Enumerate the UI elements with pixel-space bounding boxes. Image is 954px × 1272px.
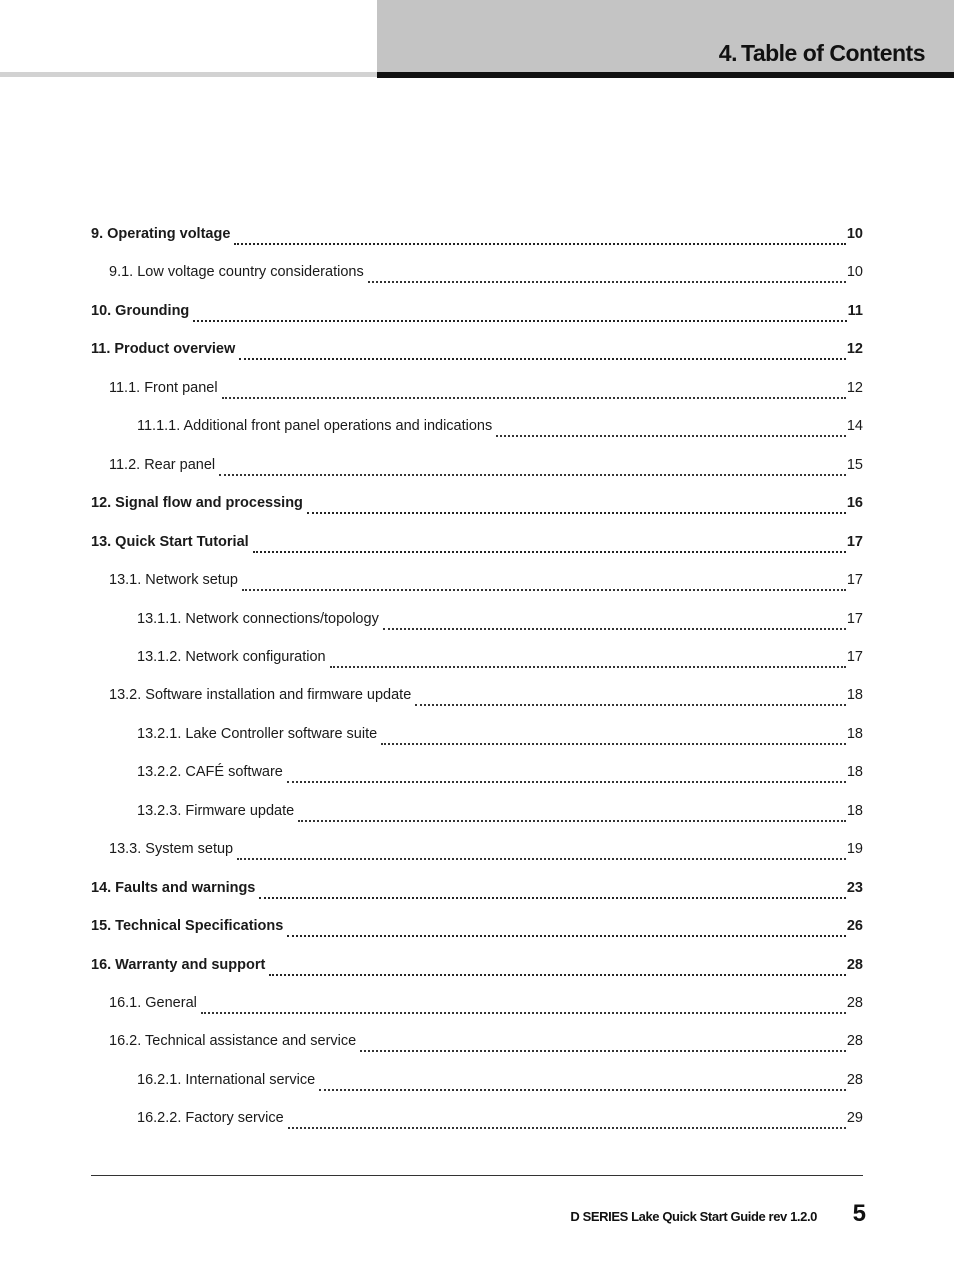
toc-entry[interactable] (91, 607, 863, 631)
toc-entry[interactable] (91, 299, 863, 323)
toc-dot-leader (360, 1048, 846, 1052)
toc-entry-page: 12 (846, 379, 863, 396)
toc-entry-page: 18 (846, 764, 863, 781)
toc-dot-leader (253, 549, 846, 553)
toc-entry[interactable] (91, 337, 863, 361)
toc-dot-leader (242, 587, 846, 591)
toc-entry-page: 26 (846, 918, 863, 935)
toc-dot-leader (239, 356, 846, 360)
toc-dot-leader (234, 241, 845, 245)
toc-entry-page: 17 (846, 533, 863, 550)
toc-entry-page: 28 (846, 956, 863, 973)
toc-entry-label: 16.2.1. International service (137, 1071, 316, 1088)
toc-entry-label: 14. Faults and warnings (91, 879, 256, 896)
toc-entry[interactable] (91, 568, 863, 592)
toc-entry[interactable] (91, 991, 863, 1015)
toc-entry-page: 28 (846, 995, 863, 1011)
toc-dot-leader (307, 510, 846, 514)
header-rule-left (0, 72, 377, 77)
toc-entry[interactable] (91, 1029, 863, 1053)
toc-entry[interactable] (91, 645, 863, 669)
toc-entry-label: 16. Warranty and support (91, 956, 266, 973)
toc-dot-leader (381, 741, 846, 745)
footer-rule (91, 1175, 863, 1176)
toc-entry[interactable] (91, 376, 863, 400)
page-title (719, 37, 925, 69)
toc-dot-leader (269, 972, 846, 976)
toc-entry-label: 9.1. Low voltage country considerations (109, 264, 364, 281)
toc-entry-label: 13.1.1. Network connections/topology (137, 610, 379, 627)
toc-entry-page: 18 (846, 725, 863, 742)
toc-entry-label: 11.1.1. Additional front panel operations and indications (137, 418, 493, 435)
toc-entry-label: 11.2. Rear panel (109, 456, 216, 473)
section-title: Table of Contents (740, 40, 925, 66)
toc-entry[interactable] (91, 260, 863, 284)
toc-entry[interactable] (91, 799, 863, 823)
toc-dot-leader (259, 895, 845, 899)
toc-entry-page: 12 (846, 341, 863, 358)
toc-entry-page: 16 (846, 495, 863, 512)
toc-entry[interactable] (91, 414, 863, 438)
toc-dot-leader (222, 395, 846, 399)
toc-dot-leader (219, 472, 846, 476)
toc-dot-leader (287, 933, 846, 937)
toc-entry-page: 17 (846, 572, 863, 589)
toc-dot-leader (319, 1087, 846, 1091)
toc-entry[interactable] (91, 760, 863, 784)
toc-entry[interactable] (91, 491, 863, 515)
toc-entry-label: 13.2.3. Firmware update (137, 802, 295, 819)
toc-entry-page: 18 (846, 802, 863, 819)
toc-entry-label: 13.1.2. Network configuration (137, 648, 326, 665)
toc-entry-page: 15 (846, 456, 863, 473)
toc-entry-label: 16.2.2. Factory service (137, 1110, 284, 1127)
toc-entry-label: 11. Product overview (91, 341, 236, 358)
toc-entry-page: 28 (846, 1033, 863, 1050)
toc-entry[interactable] (91, 453, 863, 477)
toc-entry-label: 16.2. Technical assistance and service (109, 1033, 357, 1050)
toc-entry[interactable] (91, 683, 863, 707)
toc-entry[interactable] (91, 222, 863, 246)
toc-entry-label: 15. Technical Specifications (91, 918, 284, 935)
toc-dot-leader (298, 818, 846, 822)
toc-entry-page: 10 (846, 226, 863, 242)
section-number: 4. (718, 40, 737, 66)
toc-entry-page: 19 (846, 841, 863, 858)
toc-dot-leader (496, 433, 846, 437)
toc-entry-label: 13.2.1. Lake Controller software suite (137, 725, 378, 742)
toc-dot-leader (288, 1125, 846, 1129)
toc-dot-leader (201, 1010, 846, 1014)
toc-entry-page: 14 (846, 418, 863, 435)
toc-dot-leader (330, 664, 846, 668)
toc-entry-page: 23 (846, 879, 863, 896)
toc-entry-label: 13.2. Software installation and firmware update (109, 687, 412, 704)
toc-entry-label: 12. Signal flow and processing (91, 495, 303, 512)
toc-entry-label: 13.3. System setup (109, 841, 234, 858)
toc-entry[interactable] (91, 722, 863, 746)
toc-entry[interactable] (91, 876, 863, 900)
toc-entry-page: 28 (846, 1071, 863, 1088)
toc-entry-label: 13.2.2. CAFÉ software (137, 764, 283, 781)
toc-dot-leader (368, 279, 846, 283)
toc-entry-label: 10. Grounding (91, 302, 190, 319)
toc-entry-page: 17 (846, 610, 863, 627)
toc-entry[interactable] (91, 530, 863, 554)
toc-entry[interactable] (91, 837, 863, 861)
toc-entry-page: 29 (846, 1110, 863, 1127)
toc-dot-leader (237, 856, 846, 860)
toc-entry[interactable] (91, 1106, 863, 1130)
toc-dot-leader (287, 779, 846, 783)
footer-doc-title: D SERIES Lake Quick Start Guide rev 1.2.0 (570, 1209, 817, 1224)
toc-entry-label: 11.1. Front panel (109, 379, 218, 396)
toc-entry-label: 13. Quick Start Tutorial (91, 533, 249, 550)
toc-entry-label: 13.1. Network setup (109, 572, 238, 589)
toc-entry-label: 16.1. General (109, 995, 197, 1011)
header-rule-right (377, 72, 954, 78)
toc-entry-page: 18 (846, 687, 863, 704)
toc-dot-leader (415, 702, 846, 706)
toc-entry-page: 11 (847, 302, 863, 319)
toc-entry-page: 10 (846, 264, 863, 281)
footer-page-number: 5 (852, 1200, 866, 1227)
toc-entry[interactable] (91, 953, 863, 977)
toc-entry-label: 9. Operating voltage (91, 226, 231, 242)
toc-entry[interactable] (91, 914, 863, 938)
toc-entry[interactable] (91, 1068, 863, 1092)
toc-entry-page: 17 (846, 648, 863, 665)
toc-dot-leader (383, 626, 846, 630)
toc-dot-leader (193, 318, 846, 322)
